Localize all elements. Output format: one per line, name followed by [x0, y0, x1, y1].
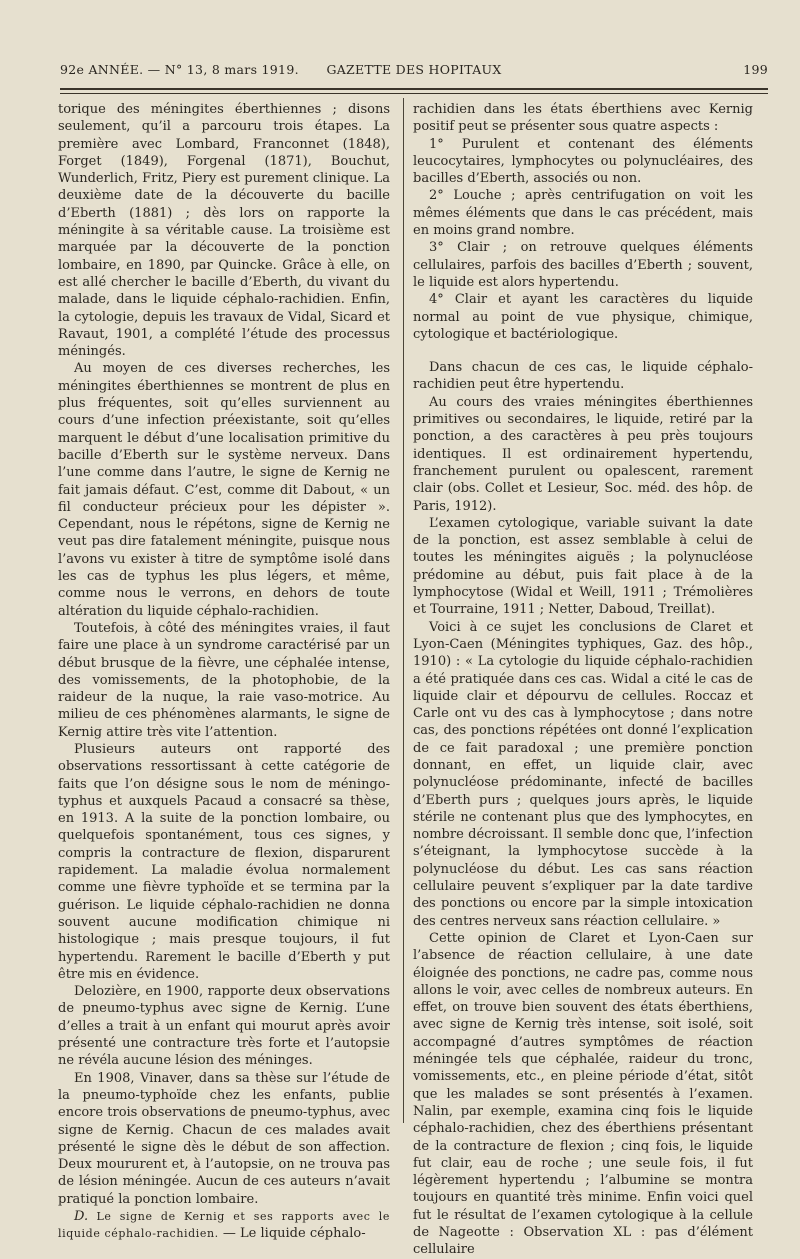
running-header: [60, 62, 768, 86]
paragraph: En 1908, Vinaver, dans sa thèse sur l’étude de la pneumo-typhoïde chez les enfants, publie encore trois observations de pneumo-typhus, avec signe de Kernig. Chacun de ces malades avait présenté le signe dès le début de son affection. Deux moururent et, à l’autopsie, on ne trouva pas de lésion méningée. Aucun de ces auteurs n’avait pratiqué la ponction lombaire.: [58, 1070, 390, 1207]
paragraph: Au cours des vraies méningites éberthiennes primitives ou secondaires, le liquide, retiré par la ponction, a des caractères à peu près toujours identiques. Il est ordinairement hypertendu, franchement purulent ou opalescent, rarement clair (obs. Collet et Lesieur, Soc. méd. des hôp. de Paris, 1912).: [413, 394, 753, 514]
list-item: 4° Clair et ayant les caractères du liquide normal au point de vue physique, chimique, cytologique et bactériologique.: [413, 292, 753, 342]
right-column: [413, 101, 753, 1259]
section-title: Le signe de Kernig et ses rapports avec le liquide céphalo-rachidien.: [58, 1210, 391, 1241]
paragraph: Dans chacun de ces cas, le liquide céphalo-rachidien peut être hypertendu.: [413, 360, 753, 393]
column-divider: [403, 98, 404, 1123]
section-letter: D.: [74, 1209, 89, 1224]
paragraph: L’examen cytologique, variable suivant la date de la ponction, est assez semblable à celui de toutes les méningites aiguës ; la polynucléose prédomine au début, puis fait place à de la lymphocytose (Widal et Weill, 1911 ; Trémolières et Tourraine, 1911 ; Netter, Daboud, Treillat).: [413, 515, 753, 618]
issue-info: 92e ANNÉE. — N° 13, 8 mars 1919.: [60, 62, 299, 77]
paragraph: Plusieurs auteurs ont rapporté des observations ressortissant à cette catégorie de faits que l’on désigne sous le nom de méningo-typhus et auxquels Pacaud a consacré sa thèse, en 1913. A la suite de la ponction lombaire, ou quelquefois spontanément, tous ces signes, y compris la contracture de flexion, disparurent rapidement. La maladie évolua normalement comme une fièvre typhoïde et se termina par la guérison. Le liquide céphalo-rachidien ne donna souvent aucune modification chimique ni histologique ; mais presque toujours, il fut hypertendu. Rarement le bacille d’Eberth y put être mis en évidence.: [58, 741, 390, 982]
header-rule-thin: [60, 93, 768, 94]
list-item: 1° Purulent et contenant des éléments leucocytaires, lymphocytes ou polynucléaires, des bacilles d’Eberth, associés ou non.: [413, 136, 753, 187]
paragraph: Cette opinion de Claret et Lyon-Caen sur l’absence de réaction cellulaire, à une date éloignée des ponctions, ne cadre pas, comme nous allons le voir, avec celles de nombreux auteurs. En effet, on trouve bien souvent des états éberthiens, avec signe de Kernig très intense, soit isolé, soit accompagné d’autres symptômes de réaction méningée tels que céphalée, raideur du tronc, vomissements, etc., en pleine période d’état, sitôt que les malades se sont présentés à l’examen. Nalin, par exemple, examina cinq fois le liquide céphalo-rachidien, chez des éberthiens présentant de la contracture de flexion ; cinq fois, le liquide fut clair, eau de roche ; une seule fois, il fut légèrement hypertendu ; l’albumine se montra toujours en quantité très minime. Enfin voici quel fut le résultat de l’examen cytologique à la cellule de Nageotte : Observation XL : pas d’élément cellulaire: [413, 930, 753, 1258]
section-heading-paragraph: [58, 1208, 390, 1243]
paragraph: Voici à ce sujet les conclusions de Claret et Lyon-Caen (Méningites typhiques, Gaz. des hôp., 1910) : « La cytologie du liquide céphalo-rachidien a été pratiquée dans ces cas. Widal a cité le cas de liquide clair et dépourvu de cellules. Roccaz et Carle ont vu des cas à lymphocytose ; dans notre cas, des ponctions répétées ont donné l’explication de ce fait paradoxal ; une première ponction donnant, en effet, un liquide clair, avec polynucléose prédominante, infecté de bacilles d’Eberth purs ; quelques jours après, le liquide stérile ne contenant plus que des lymphocytes, en nombre décroissant. Il semble donc que, l’infection s’éteignant, la lymphocytose succède à la polynucléose du début. Les cas sans réaction cellulaire peuvent s’expliquer par la date tardive des ponctions ou encore par la simple intoxication des centres nerveux sans réaction cellulaire. »: [413, 619, 753, 929]
paragraph: Delozière, en 1900, rapporte deux observations de pneumo-typhus avec signe de Kernig. L’une d’elles a trait à un enfant qui mourut après avoir présenté une contracture très forte et l’autopsie ne révéla aucune lésion des méninges.: [58, 984, 390, 1069]
paragraph: Toutefois, à côté des méningites vraies, il faut faire une place à un syndrome caractérisé par un début brusque de la fièvre, une céphalée intense, des vomissements, de la photophobie, de la raideur de la nuque, la raie vaso-motrice. Au milieu de ces phénomènes alarmants, le signe de Kernig attire très vite l’attention.: [58, 620, 390, 740]
journal-title: GAZETTE DES HOPITAUX: [326, 62, 502, 77]
paragraph: rachidien dans les états éberthiens avec Kernig positif peut se présenter sous quatre aspects :: [413, 102, 753, 135]
list-item: 2° Louche ; après centrifugation on voit les mêmes éléments que dans le cas précédent, mais en moins grand nombre.: [413, 188, 753, 239]
paragraph: torique des méningites éberthiennes ; disons seulement, qu’il a parcouru trois étapes. La première avec Lombard, Franconnet (1848), Forget (1849), Forgenal (1871), Bouchut, Wunderlich, Fritz, Piery est purement clinique. La deuxième date de la découverte du bacille d’Eberth (1881) ; dès lors on rapporte la méningite à sa véritable cause. La troisième est marquée par la découverte de la ponction lombaire, en 1890, par Quincke. Grâce à elle, on est allé chercher le bacille d’Eberth, du vivant du malade, dans le liquide céphalo-rachidien. Enfin, la cytologie, depuis les travaux de Vidal, Sicard et Ravaut, 1901, a complété l’étude des processus méningés.: [58, 102, 390, 360]
page-number: 199: [743, 62, 768, 77]
section-text: — Le liquide céphalo-: [222, 1226, 366, 1242]
list-item: 3° Clair ; on retrouve quelques éléments cellulaires, parfois des bacilles d’Eberth ; souvent, le liquide est alors hypertendu.: [413, 240, 753, 290]
left-column: [58, 101, 390, 1243]
header-rule-thick: [60, 88, 768, 90]
paragraph: Au moyen de ces diverses recherches, les méningites éberthiennes se montrent de plus en plus fréquentes, soit qu’elles surviennent au cours d’une infection préexistante, soit qu’elles marquent le début d’une localisation primitive du bacille d’Eberth sur le système nerveux. Dans l’une comme dans l’autre, le signe de Kernig ne fait jamais défaut. C’est, comme dit Dabout, « un fil conducteur précieux pour les dépister ». Cependant, nous le répétons, signe de Kernig ne veut pas dire fatalement méningite, puisque nous l’avons vu exister à titre de symptôme isolé dans les cas de typhus les plus légers, et même, comme nous le verrons, en dehors de toute altération du liquide céphalo-rachidien.: [58, 361, 390, 619]
